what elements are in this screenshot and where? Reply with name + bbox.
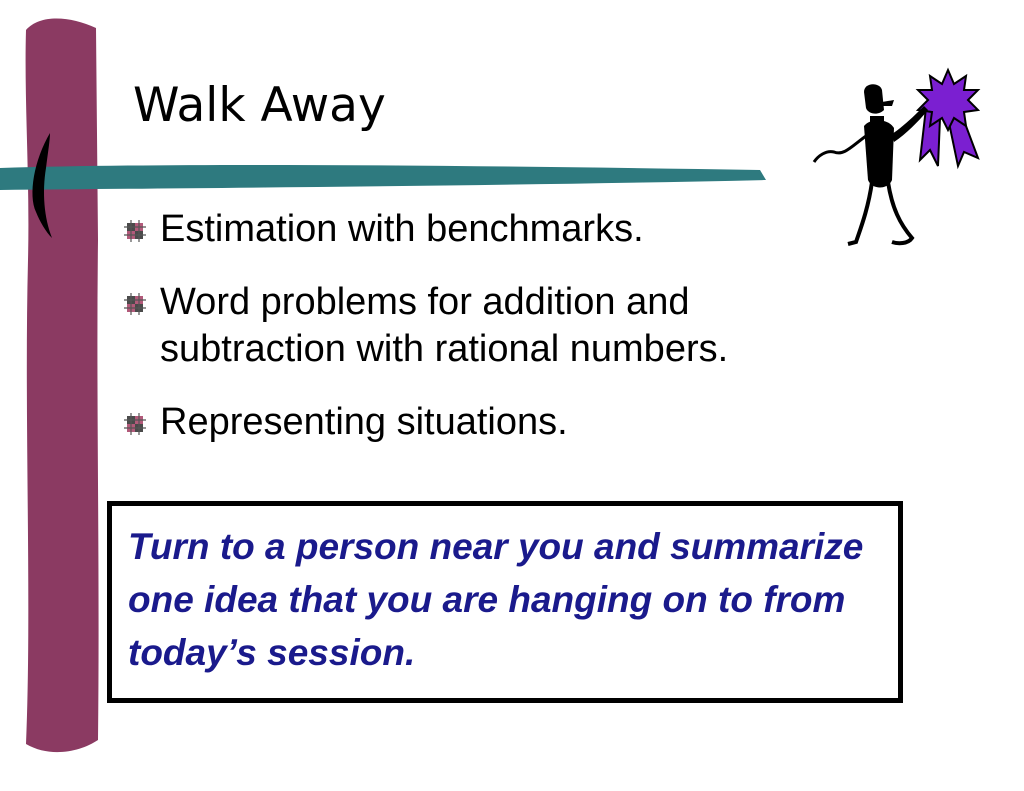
bullet-item (124, 206, 824, 253)
bullet-text: Representing situations. (160, 401, 568, 443)
left-bar (26, 19, 99, 753)
bullet-text: Word problems for addition and subtraction with rational numbers. (160, 281, 729, 370)
bullet-text: Estimation with benchmarks. (160, 208, 644, 250)
slide-title: Walk Away (133, 78, 386, 133)
checkered-square-icon (124, 220, 146, 242)
bullet-item (124, 399, 824, 446)
bullet-list (124, 206, 824, 472)
callout-text: Turn to a person near you and summarize one idea that you are hanging on to from today’s session. (128, 526, 864, 673)
checkered-square-icon (124, 293, 146, 315)
award-ribbon-icon (918, 70, 978, 166)
teal-stripe (0, 165, 766, 190)
stick-figure-with-ribbon-icon (808, 60, 994, 256)
callout-box (107, 501, 903, 703)
checkered-square-icon (124, 413, 146, 435)
bullet-item (124, 279, 824, 373)
